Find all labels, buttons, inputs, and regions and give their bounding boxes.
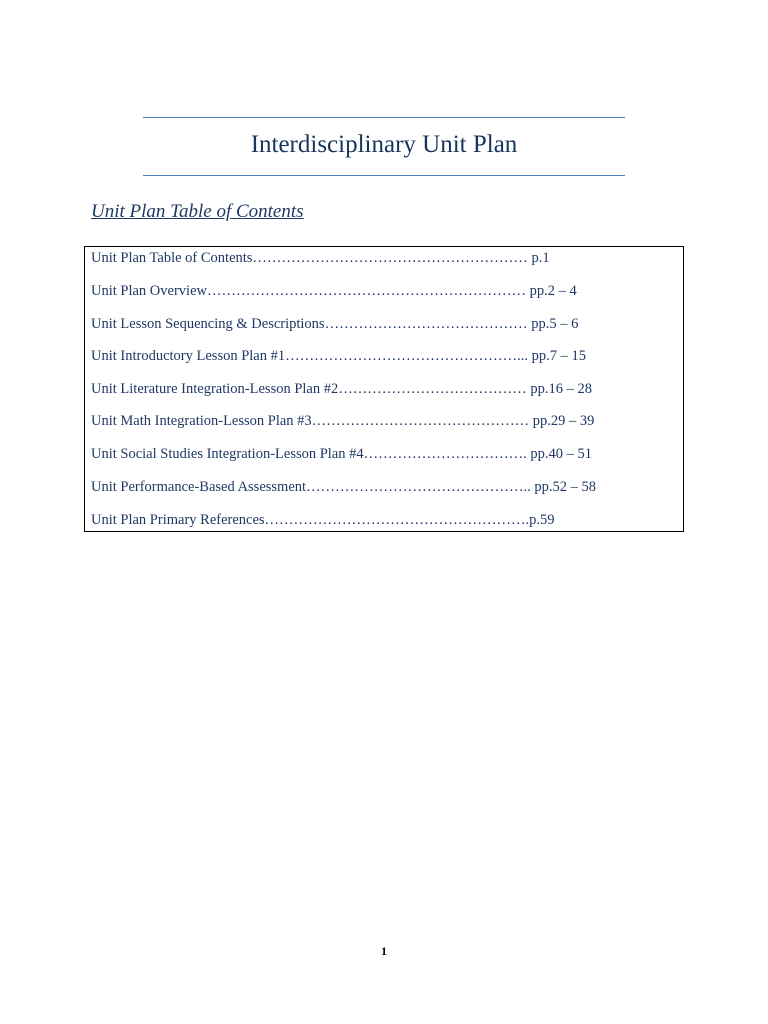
section-heading: Unit Plan Table of Contents — [91, 201, 304, 222]
toc-entry: Unit Social Studies Integration-Lesson Plan #4……………………………. pp.40 – 51 — [91, 446, 593, 462]
toc-entry: Unit Plan Table of Contents………………………………………………… p.1 — [91, 250, 550, 266]
title-bottom-rule — [143, 175, 625, 176]
table-of-contents — [84, 246, 684, 532]
toc-entry: Unit Introductory Lesson Plan #1…………………………………………... pp.7 – 15 — [91, 348, 586, 364]
title-top-rule — [143, 117, 625, 118]
toc-entry: Unit Lesson Sequencing & Descriptions…………………………………… pp.5 – 6 — [91, 316, 579, 332]
document-title: Interdisciplinary Unit Plan — [250, 131, 518, 158]
page-number: 1 — [381, 944, 387, 958]
toc-entry: Unit Plan Primary References……………………………………………….p.59 — [91, 512, 555, 528]
toc-entry: Unit Literature Integration-Lesson Plan #2………………………………… pp.16 – 28 — [91, 381, 592, 397]
toc-entry: Unit Plan Overview………………………………………………………… pp.2 – 4 — [91, 283, 577, 299]
toc-entry: Unit Math Integration-Lesson Plan #3……………………………………… pp.29 – 39 — [91, 413, 595, 429]
toc-entry: Unit Performance-Based Assessment……………………………………….. pp.52 – 58 — [91, 479, 597, 495]
